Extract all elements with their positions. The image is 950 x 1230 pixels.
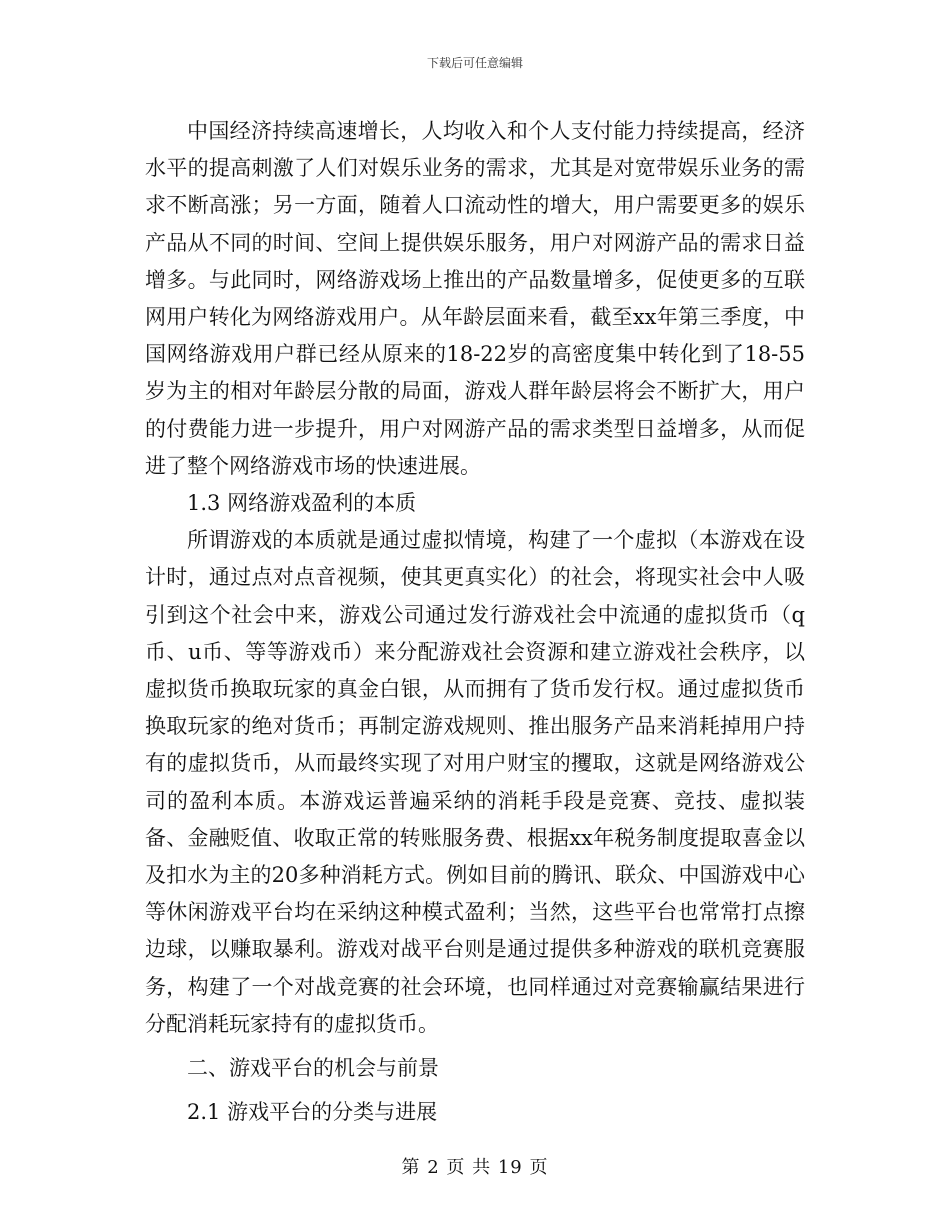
page-number: 第 2 页 共 19 页 (401, 1157, 549, 1178)
header-note: 下载后可任意编辑 (426, 56, 523, 70)
paragraph-profit-essence: 所谓游戏的本质就是通过虚拟情境，构建了一个虚拟（本游戏在设计时，通过点对点音视频，使其更真实化）的社会，将现实社会中人吸引到这个社会中来，游戏公司通过发行游戏社会中流通的虚拟货币（q币、u币、等等游戏币）来分配游戏社会资源和建立游戏社会秩序，以虚拟货币换取玩家的真金白银，从而拥有了货币发行权。通过虚拟货币换取玩家的绝对货币；再制定游戏规则、推出服务产品来消耗掉用户持有的虚拟货币，从而最终实现了对用户财宝的攫取，这就是网络游戏公司的盈利本质。本游戏运普遍采纳的消耗手段是竞赛、竞技、虚拟装备、金融贬值、收取正常的转账服务费、根据xx年税务制度提取喜金以及扣水为主的20多种消耗方式。例如目前的腾讯、联众、中国游戏中心等休闲游戏平台均在采纳这种模式盈利；当然，这些平台也常常打点擦边球，以赚取暴利。游戏对战平台则是通过提供多种游戏的联机竞赛服务，构建了一个对战竞赛的社会环境，也同样通过对竞赛输赢结果进行分配消耗玩家持有的虚拟货币。 (145, 528, 805, 1036)
section-heading-2: 二、游戏平台的机会与前景 (187, 1056, 439, 1081)
section-heading-1-3: 1.3 网络游戏盈利的本质 (187, 491, 417, 516)
paragraph-market-growth: 中国经济持续高速增长，人均收入和个人支付能力持续提高，经济水平的提高刺激了人们对娱乐业务的需求，尤其是对宽带娱乐业务的需求不断高涨；另一方面，随着人口流动性的增大，用户需要更多的娱乐产品从不同的时间、空间上提供娱乐服务，用户对网游产品的需求日益增多。与此同时，网络游戏场上推出的产品数量增多，促使更多的互联网用户转化为网络游戏用户。从年龄层面来看，截至xx年第三季度，中国网络游戏用户群已经从原来的18-22岁的高密度集中转化到了18-55岁为主的相对年龄层分散的局面，游戏人群年龄层将会不断扩大，用户的付费能力进一步提升，用户对网游产品的需求类型日益增多，从而促进了整个网络游戏市场的快速进展。 (145, 119, 805, 478)
section-heading-2-1: 2.1 游戏平台的分类与进展 (187, 1100, 438, 1125)
document-body (145, 113, 805, 1131)
